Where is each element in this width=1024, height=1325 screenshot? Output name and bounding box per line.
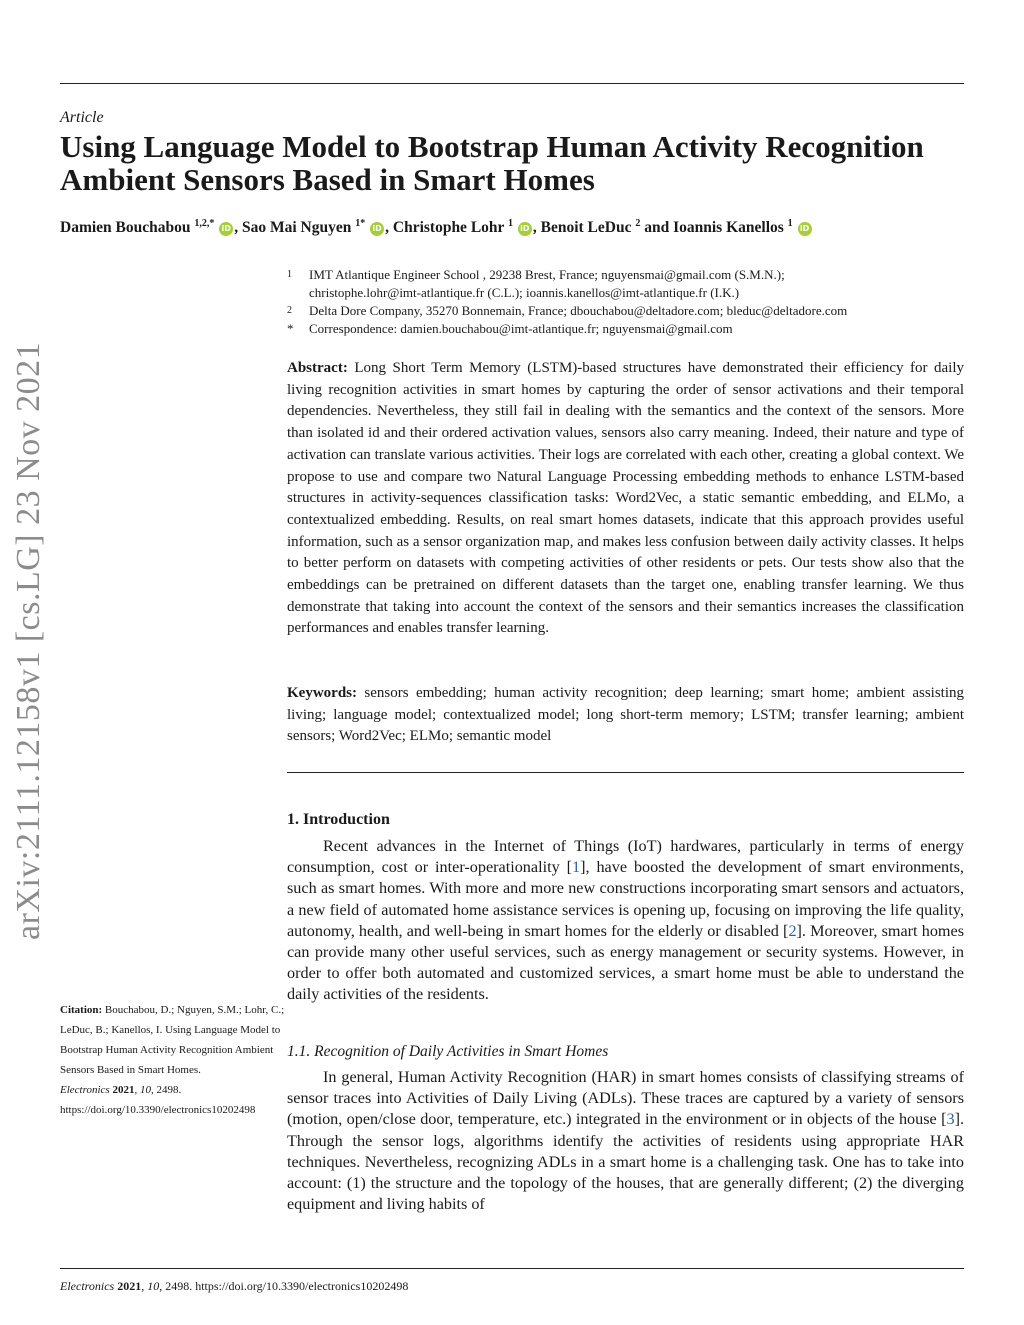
author-name[interactable]: Damien Bouchabou <box>60 219 191 237</box>
footer-doi[interactable]: , 2498. https://doi.org/10.3390/electronics10202498 <box>159 1279 409 1293</box>
keywords-text: sensors embedding; human activity recognition; deep learning; smart home; ambient assisting living; language model; contextualized model; long short-term memory; LSTM; transfer learning; ambient sensors; Word2Vec; ELMo; semantic model <box>287 685 964 745</box>
affiliation-line: IMT Atlantique Engineer School , 29238 Brest, France; nguyensmai@gmail.com (S.M.N.); <box>309 267 785 282</box>
arxiv-sidebar <box>0 0 70 1325</box>
affiliation-item <box>287 266 967 302</box>
affiliations <box>287 266 967 338</box>
footer-volume: 10 <box>147 1279 160 1293</box>
author-affil-sup: 2 <box>635 218 641 229</box>
arxiv-stamp[interactable]: arXiv:2111.12158v1 [cs.LG] 23 Nov 2021 <box>10 341 47 940</box>
author-affil-sup: 1,2,* <box>194 218 215 229</box>
citation-link[interactable]: 1 <box>572 858 581 877</box>
affiliation-line: Correspondence: damien.bouchabou@imt-atlantique.fr; nguyensmai@gmail.com <box>309 321 733 336</box>
citation-label: Citation: <box>60 1004 103 1016</box>
author-separator: , <box>532 219 541 237</box>
affiliation-item <box>287 302 967 320</box>
citation-link[interactable]: 2 <box>788 921 797 940</box>
citation-box: Citation: Bouchabou, D.; Nguyen, S.M.; Lohr, C.; LeDuc, B.; Kanellos, I. Using Language Model to Bootstrap Human Activity Recognition Ambient Sensors Based in Smart Homes. Electronics 2021, 10, 2498. https://doi.org/10.3390/electronics10202498 <box>60 1004 285 1116</box>
abstract <box>287 358 964 640</box>
affiliation-line: christophe.lohr@imt-atlantique.fr (C.L.); ioannis.kanellos@imt-atlantique.fr (I.K.) <box>309 285 740 300</box>
author-name[interactable]: Sao Mai Nguyen <box>242 219 352 237</box>
keywords <box>287 683 964 748</box>
body-paragraph <box>287 1067 964 1215</box>
affiliation-line: Delta Dore Company, 35270 Bonnemain, France; dbouchabou@deltadore.com; bleduc@deltadore.com <box>309 303 848 318</box>
citation-text: Bouchabou, D.; Nguyen, S.M.; Lohr, C.; LeDuc, B.; Kanellos, I. Using Language Model to Bootstrap Human Activity Recognition Ambient Sensors Based in Smart Homes. <box>60 1004 285 1076</box>
affiliation-mark: 1 <box>287 269 292 280</box>
header-rule <box>60 83 964 84</box>
keywords-label: Keywords: <box>287 685 357 701</box>
orcid-icon[interactable]: iD <box>219 222 233 236</box>
paper-title: Using Language Model to Bootstrap Human Activity Recognition Ambient Sensors Based in Smart Homes <box>60 129 924 197</box>
orcid-icon[interactable]: iD <box>518 222 532 236</box>
author-separator: , <box>234 219 242 237</box>
footer-rule <box>60 1268 964 1269</box>
paragraph-text: ]. Moreover, smart homes can provide many other useful services, such as energy management or security systems. However, in order to offer both automated and customized services, a smart home must be able to understand the daily activities of the residents. <box>287 921 964 1004</box>
citation-journal: Electronics <box>60 1084 110 1096</box>
section-heading: 1. Introduction <box>287 811 390 828</box>
paragraph-text: In general, Human Activity Recognition (HAR) in smart homes consists of classifying streams of sensor traces into Activities of Daily Living (ADLs). These traces are captured by a variety of sensors (motion, open/close door, temperature, etc.) integrated in the environment or in objects of the house [ <box>287 1068 964 1129</box>
orcid-icon[interactable]: iD <box>370 222 384 236</box>
abstract-text: Long Short Term Memory (LSTM)-based structures have demonstrated their efficiency for daily living recognition activities in smart homes by capturing the order of sensor activations and their temporal dependencies. Nevertheless, they still fail in dealing with the semantics and the context of the sensors. More than isolated id and their ordered activation values, sensors also carry meaning. Indeed, their nature and type of activation can translate various activities. Their logs are correlated with each other, creating a global context. We propose to use and compare two Natural Language Processing embedding methods to enhance LSTM-based structures in activity-sequences classification tasks: Word2Vec, a static semantic embedding, and ELMo, a contextualized embedding. Results, on real smart homes datasets, indicate that this approach provides useful information, such as a sensor organization map, and makes less confusion between daily activity classes. It helps to better perform on datasets with competing activities of other residents or pets. Our tests show also that the embeddings can be pretrained on different datasets than the target one, enabling transfer learning. We thus demonstrate that taking into account the context of the sensors and their semantics increases the classification performances and enables transfer learning. <box>287 360 964 637</box>
author-separator: , <box>385 219 393 237</box>
author-separator: and <box>640 219 674 237</box>
article-type-label: Article <box>60 109 104 126</box>
author-affil-sup: 1 <box>508 218 513 229</box>
author-affil-sup: 1* <box>355 218 366 229</box>
author-affil-sup: 1 <box>787 218 793 229</box>
affiliation-mark: * <box>287 321 294 336</box>
body-paragraph <box>287 836 964 1006</box>
citation-volume: 10 <box>139 1084 151 1096</box>
author-list <box>60 218 970 237</box>
footer-year: 2021 <box>117 1279 142 1293</box>
affiliation-item <box>287 320 967 338</box>
footer: Electronics 2021, 10, 2498. https://doi.org/10.3390/electronics10202498 <box>60 1279 409 1293</box>
author-name[interactable]: Ioannis Kanellos <box>673 219 784 237</box>
abstract-label: Abstract: <box>287 360 348 376</box>
citation-year: 2021 <box>112 1084 135 1096</box>
paragraph-text: ]. Through the sensor logs, algorithms identify the activities of residents using appropriate HAR techniques. Nevertheless, recognizing ADLs in a smart home is a challenging task. One has to take into account: (1) the structure and the topology of the houses, that are generally different; (2) the diverging equipment and living habits of <box>287 1110 964 1214</box>
subsection-heading: 1.1. Recognition of Daily Activities in Smart Homes <box>287 1043 609 1060</box>
author-name[interactable]: Benoit LeDuc <box>540 219 632 237</box>
abstract-rule <box>287 772 964 773</box>
author-name[interactable]: Christophe Lohr <box>392 219 505 237</box>
citation-doi-link[interactable]: https://doi.org/10.3390/electronics10202498 <box>60 1104 256 1116</box>
citation-pages: , 2498. <box>150 1084 182 1096</box>
footer-journal: Electronics <box>60 1279 115 1293</box>
citation-link[interactable]: 3 <box>946 1110 955 1129</box>
paragraph-text: Recent advances in the Internet of Things (IoT) hardwares, particularly in terms of energy consumption, cost or inter-operationality [ <box>287 837 964 877</box>
affiliation-mark: 2 <box>287 305 292 316</box>
orcid-icon[interactable]: iD <box>798 222 812 236</box>
paragraph-text: ], have boosted the development of smart environments, such as smart homes. With more and more new constructions incorporating smart sensors and actuators, a new field of automated home assistance services is opening up, focusing on improving the life quality, autonomy, health, and well-being in smart homes for the elderly or disabled [ <box>287 858 964 940</box>
